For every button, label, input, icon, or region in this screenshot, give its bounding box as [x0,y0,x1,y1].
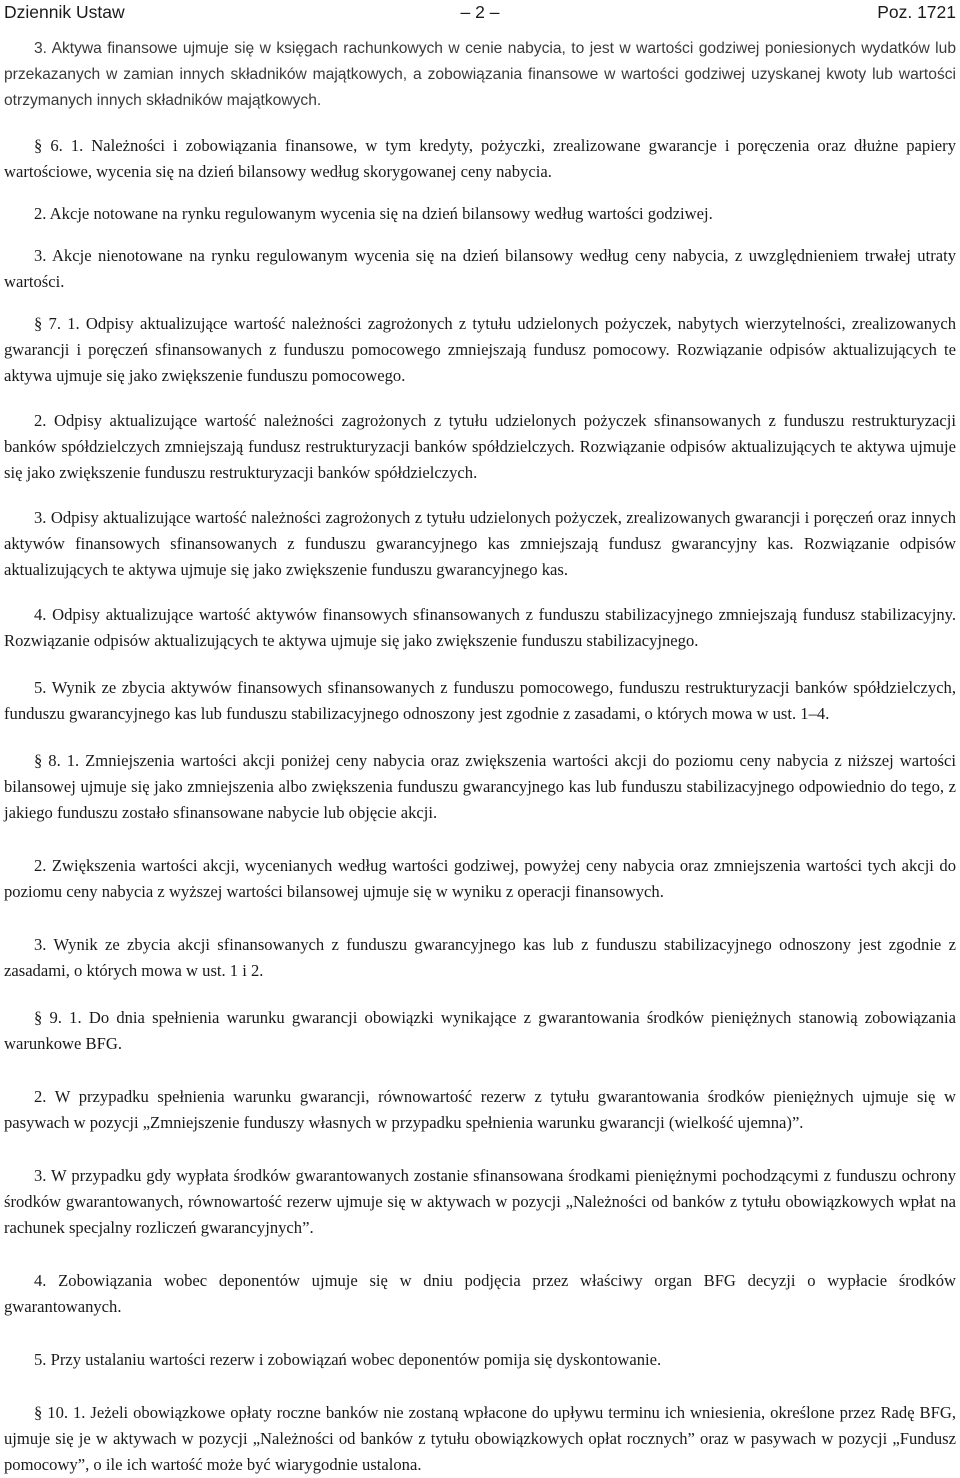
paragraph-s7-ust-5: 5. Wynik ze zbycia aktywów finansowych sfinansowanych z funduszu pomocowego, funduszu restrukturyzacji banków spółdzielczych, funduszu gwarancyjnego kas lub funduszu stabilizacyjnego odnoszony jest zgodnie z zasadami, o których mowa w ust. 1–4. [4,678,956,723]
paragraph-s9-ust-5: 5. Przy ustalaniu wartości rezerw i zobowiązań wobec deponentów pomija się dyskontowanie. [34,1350,662,1369]
paragraph-s7-ust-2: 2. Odpisy aktualizujące wartość należności zagrożonych z tytułu udzielonych pożyczek sfinansowanych z funduszu restrukturyzacji banków spółdzielczych zmniejszają fundusz restrukturyzacji banków spółdzielczych. Rozwiązanie odpisów aktualizujących te aktywa ujmuje się jako zwiększenie funduszu restrukturyzacji banków spółdzielczych. [4,411,956,482]
paragraph-s6-ust-2: 2. Akcje notowane na rynku regulowanym wycenia się na dzień bilansowy według wartości godziwej. [34,204,713,223]
paragraph-s9-ust-1: § 9. 1. Do dnia spełnienia warunku gwarancji obowiązki wynikające z gwarantowania środków pieniężnych stanowią zobowiązania warunkowe BFG. [4,1008,956,1053]
paragraph-s9-ust-2: 2. W przypadku spełnienia warunku gwarancji, równowartość rezerw z tytułu gwarantowania środków pieniężnych ujmuje się w pasywach w pozycji „Zmniejszenie funduszy własnych w przypadku spełnienia warunku gwarancji (wielkość ujemna)”. [4,1087,956,1132]
page-header [4,0,956,26]
paragraph-s10-ust-1: § 10. 1. Jeżeli obowiązkowe opłaty roczne banków nie zostaną wpłacone do upływu terminu ich wniesienia, określone przez Radę BFG, ujmuje się je w aktywach w pozycji „Należności od banków z tytułu obowiązkowych opłat rocznych” oraz w pasywach w pozycji „Fundusz pomocowy”, o ile ich wartość może być wiarygodnie ustalona. [4,1403,956,1474]
position-number: Poz. 1721 [877,2,956,22]
paragraph-s7-ust-4: 4. Odpisy aktualizujące wartość aktywów finansowych sfinansowanych z funduszu stabilizacyjnego zmniejszają fundusz stabilizacyjny. Rozwiązanie odpisów aktualizujących te aktywa ujmuje się jako zwiększenie funduszu stabilizacyjnego. [4,605,956,650]
paragraph-s8-ust-1: § 8. 1. Zmniejszenia wartości akcji poniżej ceny nabycia oraz zwiększenia wartości akcji do poziomu ceny nabycia z niższej wartości bilansowej ujmuje się jako zmniejszenia albo zwiększenia funduszu gwarancyjnego kas lub funduszu stabilizacyjnego odpowiednio do tego, z jakiego funduszu zostało sfinansowane nabycie lub objęcie akcji. [4,751,956,822]
publication-title: Dziennik Ustaw [4,2,125,22]
paragraph-s8-ust-2: 2. Zwiększenia wartości akcji, wycenianych według wartości godziwej, powyżej ceny nabycia oraz zmniejszenia wartości tych akcji do poziomu ceny nabycia z wyższej wartości bilansowej ujmuje się w wyniku z operacji finansowych. [4,856,956,901]
paragraph-s9-ust-4: 4. Zobowiązania wobec deponentów ujmuje się w dniu podjęcia przez właściwy organ BFG decyzji o wypłacie środków gwarantowanych. [4,1271,956,1316]
paragraph-s7-ust-1: § 7. 1. Odpisy aktualizujące wartość należności zagrożonych z tytułu udzielonych pożyczek, nabytych wierzytelności, zrealizowanych gwarancji i poręczeń sfinansowanych z funduszu pomocowego zmniejszają fundusz pomocowy. Rozwiązanie odpisów aktualizujących te aktywa ujmuje się jako zwiększenie funduszu pomocowego. [4,314,956,385]
paragraph-s7-ust-3: 3. Odpisy aktualizujące wartość należności zagrożonych z tytułu udzielonych pożyczek, zrealizowanych gwarancji i poręczeń oraz innych aktywów finansowych sfinansowanych z funduszu gwarancyjnego kas zmniejszają fundusz gwarancyjny kas. Rozwiązanie odpisów aktualizujących te aktywa ujmuje się jako zwiększenie funduszu gwarancyjnego kas. [4,508,956,579]
document-body [4,36,956,1478]
page-number: – 2 – [460,2,500,22]
paragraph-s6-ust-3: 3. Akcje nienotowane na rynku regulowanym wycenia się na dzień bilansowy według ceny nabycia, z uwzględnieniem trwałej utraty wartości. [4,246,956,291]
paragraph-s6-ust-1: § 6. 1. Należności i zobowiązania finansowe, w tym kredyty, pożyczki, zrealizowane gwarancje i poręczenia oraz dłużne papiery wartościowe, wycenia się na dzień bilansowy według skorygowanej ceny nabycia. [4,136,956,181]
paragraph-s5-ust-3: 3. Aktywa finansowe ujmuje się w księgach rachunkowych w cenie nabycia, to jest w wartości godziwej poniesionych wydatków lub przekazanych w zamian innych składników majątkowych, a zobowiązania finansowe w wartości godziwej uzyskanej kwoty lub wartości otrzymanych innych składników majątkowych. [4,40,956,109]
paragraph-s9-ust-3: 3. W przypadku gdy wypłata środków gwarantowanych zostanie sfinansowana środkami pieniężnymi pochodzącymi z funduszu ochrony środków gwarantowanych, równowartość rezerw ujmuje się w aktywach w pozycji „Należności od banków z tytułu obowiązkowych wpłat na rachunek specjalny rozliczeń gwarancyjnych”. [4,1166,956,1237]
paragraph-s8-ust-3: 3. Wynik ze zbycia akcji sfinansowanych z funduszu gwarancyjnego kas lub z funduszu stabilizacyjnego odnoszony jest zgodnie z zasadami, o których mowa w ust. 1 i 2. [4,935,956,980]
